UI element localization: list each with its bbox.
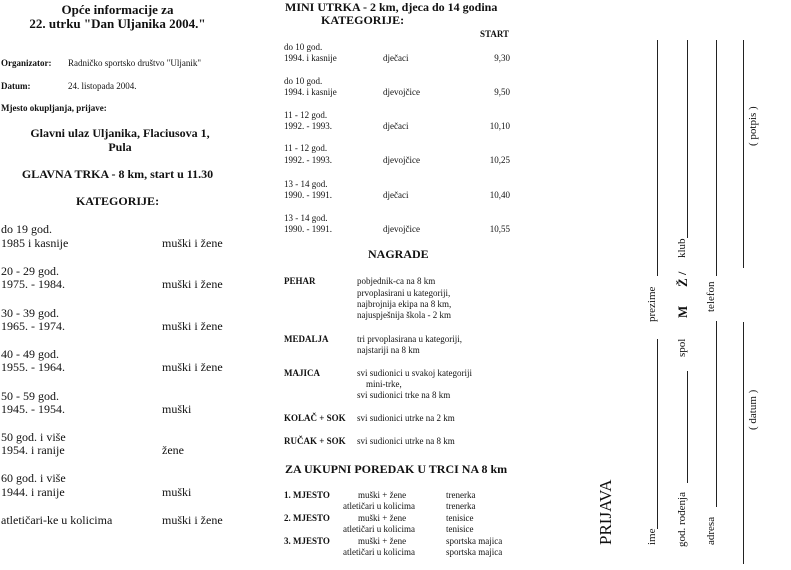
award-line: najbrojnija ekipa na 8 km, [357,299,452,309]
venue-line-1: Glavni ulaz Uljanika, Flaciusova 1, [30,126,210,140]
potpis-label: ( potpis ) [747,106,759,146]
prezime-label: prezime [646,286,658,322]
overall-group: atletičari u kolicima [343,524,415,534]
award-label: RUČAK + SOK [284,436,346,446]
award-label: KOLAČ + SOK [284,413,346,423]
mini-start: 9,50 [494,87,510,97]
mini-start: 10,25 [489,155,510,165]
award-label: PEHAR [284,276,316,286]
category-years: 1985 i kasnije [1,236,69,250]
category-years: 1944. i ranije [1,485,65,499]
mini-group: dječaci [383,121,409,131]
telefon-line[interactable] [716,40,717,276]
category-gender: muški i žene [162,277,223,291]
overall-prize: tenisice [446,513,474,523]
god-rodenja-label: god. rođenja [676,492,688,547]
category-years: atletičari-ke u kolicima [1,513,113,527]
award-line: mini-trke, [366,379,402,389]
award-line: svi sudionici utrke na 8 km [357,436,455,446]
mini-years: 1994. i kasnije [284,53,337,63]
overall-group: muški + žene [358,536,407,546]
spol-separator: / [675,271,689,275]
ime-line[interactable] [657,339,658,529]
category-gender: muški i žene [162,360,223,374]
award-line: svi sudionici utrke na 2 km [357,413,455,423]
mini-start: 10,10 [489,121,510,131]
category-gender: žene [162,443,184,457]
mini-years: 1990. - 1991. [284,224,332,234]
title-line-1: Opće informacije za [61,2,174,17]
awards-heading: NAGRADE [368,247,429,261]
mini-group: dječaci [383,53,409,63]
mini-group: djevojčice [383,87,420,97]
klub-line[interactable] [687,40,688,238]
category-age: 50 god. i više [1,430,66,444]
spol-z-option[interactable]: Ž [675,278,690,287]
potpis-line[interactable] [743,40,744,268]
organizer-label: Organizator: [1,58,52,68]
mini-categories-heading: KATEGORIJE: [321,13,405,27]
venue-line-2: Pula [108,140,132,154]
category-years: 1965. - 1974. [1,319,65,333]
category-gender: muški i žene [162,513,223,527]
categories-heading: KATEGORIJE: [75,194,160,208]
overall-place: 2. MJESTO [284,513,330,523]
overall-prize: sportska majica [446,536,503,546]
venue-label: Mjesto okupljanja, prijave: [1,103,107,113]
mini-years: 1992. - 1993. [284,155,332,165]
mini-group: djevojčice [383,224,420,234]
mini-years: 1994. i kasnije [284,87,337,97]
overall-group: muški + žene [358,513,407,523]
category-age: 30 - 39 god. [1,306,59,320]
telefon-label: telefon [705,281,717,312]
organizer-value: Radničko sportsko društvo "Uljanik" [68,58,202,68]
mini-age: do 10 god. [284,76,323,86]
award-line: svi sudionici u svakoj kategoriji [357,368,472,378]
title-line-2: 22. utrku "Dan Uljanika 2004." [29,16,206,31]
mini-age: 13 - 14 god. [284,179,328,189]
category-age: 40 - 49 god. [1,347,59,361]
award-line: tri prvoplasirana u kategoriji, [357,334,462,344]
mini-race-title: MINI UTRKA - 2 km, djeca do 14 godina [285,0,498,14]
god-rodenja-line[interactable] [687,371,688,483]
mini-years: 1990. - 1991. [284,190,332,200]
category-gender: muški i žene [162,236,223,250]
overall-heading: ZA UKUPNI POREDAK U TRCI NA 8 km [285,462,508,476]
mini-group: djevojčice [383,155,420,165]
datum-label: ( datum ) [747,389,759,430]
overall-prize: tenisice [446,524,474,534]
award-line: pobjednik-ca na 8 km [357,276,436,286]
form-heading: PRIJAVA [596,479,615,545]
mini-years: 1992. - 1993. [284,121,332,131]
prezime-line[interactable] [657,40,658,276]
category-years: 1954. i ranije [1,443,65,457]
spol-label: spol [676,338,688,357]
ime-label: ime [646,528,658,545]
mini-age: 11 - 12 god. [284,110,328,120]
category-years: 1975. - 1984. [1,277,65,291]
adresa-label: adresa [705,516,717,545]
category-years: 1945. - 1954. [1,402,65,416]
overall-prize: trenerka [446,490,476,500]
mini-group: dječaci [383,190,409,200]
category-gender: muški [162,402,192,416]
datum-line[interactable] [743,322,744,564]
category-age: 50 - 59 god. [1,389,59,403]
category-gender: muški i žene [162,319,223,333]
klub-label: klub [676,238,688,258]
mini-age: do 10 god. [284,42,323,52]
award-line: prvoplasirani u kategoriji, [357,288,451,298]
overall-place: 3. MJESTO [284,536,330,546]
overall-prize: sportska majica [446,547,503,557]
award-line: najuspješnija škola - 2 km [357,310,451,320]
category-gender: muški [162,485,192,499]
mini-start: 9,30 [494,53,510,63]
mini-age: 11 - 12 god. [284,143,328,153]
category-years: 1955. - 1964. [1,360,65,374]
mini-start: 10,55 [489,224,510,234]
award-label: MEDALJA [284,334,329,344]
adresa-line[interactable] [716,321,717,507]
main-race-heading: GLAVNA TRKA - 8 km, start u 11.30 [21,167,214,181]
overall-group: atletičari u kolicima [343,501,415,511]
mini-start: 10,40 [489,190,510,200]
award-line: svi sudionici trke na 8 km [357,390,451,400]
start-header: START [480,29,510,39]
award-label: MAJICA [284,368,320,378]
overall-prize: trenerka [446,501,476,511]
category-age: do 19 god. [1,222,52,236]
award-line: najstariji na 8 km [357,345,420,355]
overall-group: atletičari u kolicima [343,547,415,557]
overall-place: 1. MJESTO [284,490,330,500]
spol-m-option[interactable]: M [675,305,690,318]
date-value: 24. listopada 2004. [68,81,137,91]
category-age: 60 god. i više [1,471,66,485]
category-age: 20 - 29 god. [1,264,59,278]
mini-age: 13 - 14 god. [284,213,328,223]
overall-group: muški + žene [358,490,407,500]
date-label: Datum: [1,81,31,91]
